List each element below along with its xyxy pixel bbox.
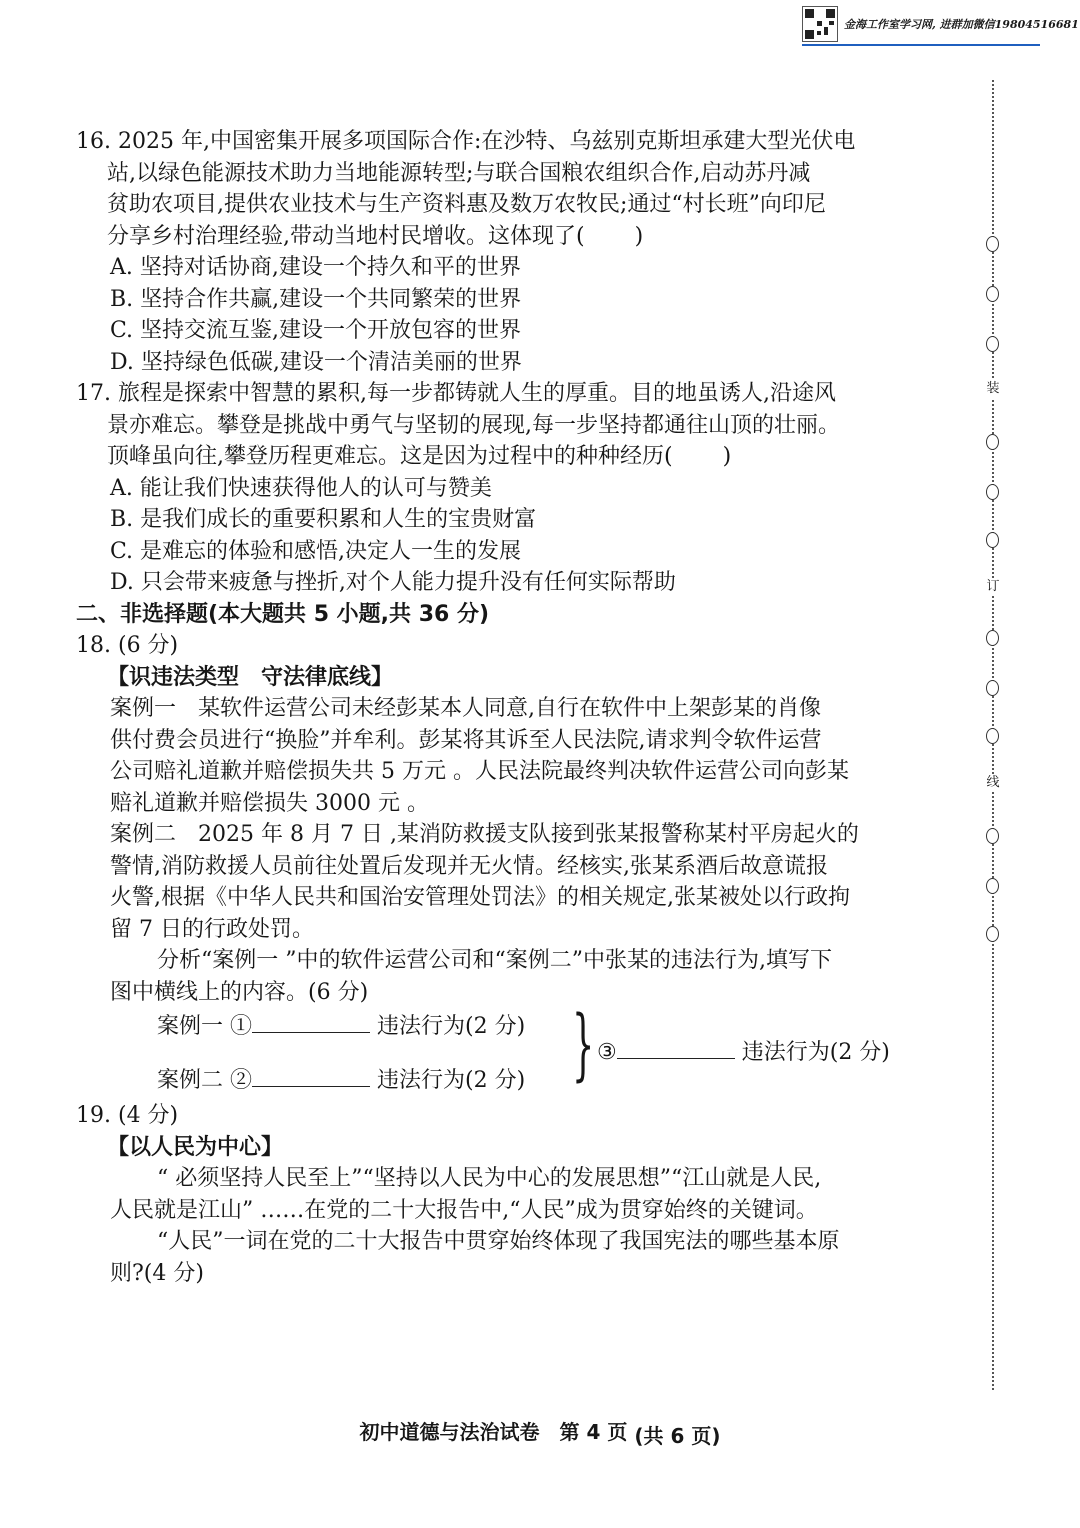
option-d: D. 坚持绿色低碳,建设一个清洁美丽的世界 [110, 349, 522, 375]
question-18 [76, 630, 924, 1100]
option-a: A. 坚持对话协商,建设一个持久和平的世界 [110, 255, 521, 280]
blank-1[interactable] [252, 1010, 370, 1033]
question-16-line: 贫助农项目,提供农业技术与生产资料惠及数万农牧民;通过“村长班”向印尼 [107, 192, 826, 217]
section-heading: 二、非选择题(本大题共 5 小题,共 36 分) [76, 601, 490, 627]
diagram-row-case-2 [157, 1064, 525, 1097]
option-c: C. 是难忘的体验和感悟,决定人一生的发展 [110, 538, 522, 564]
binding-circle [986, 532, 999, 548]
close-paren: ) [634, 223, 644, 249]
binding-circle [986, 236, 999, 252]
case-1-line: 案例一 某软件运营公司未经彭某本人同意,自行在软件中上架彭某的肖像 [110, 696, 821, 721]
binding-circle [986, 828, 999, 844]
case-1-line: 公司赔礼道歉并赔偿损失共 5 万元 。人民法院最终判决软件运营公司向彭某 [110, 759, 849, 784]
diagram-result-num: ③ [597, 1040, 617, 1065]
footer-cut-text: (共 6 页) [634, 1424, 721, 1448]
question-19 [76, 1100, 924, 1289]
binding-circle [986, 926, 999, 942]
option-c: C. 坚持交流互鉴,建设一个开放包容的世界 [110, 318, 522, 343]
question-19-number: 19. (4 分) [76, 1103, 179, 1128]
option-a: A. 能让我们快速获得他人的认可与赞美 [110, 475, 492, 501]
task-line: 分析“案例一 ”中的软件运营公司和“案例二”中张某的违法行为,填写下 [157, 948, 832, 973]
binding-circle [986, 286, 999, 302]
binding-label-ding: 订 [984, 578, 1002, 596]
binding-label-zhuang: 装 [984, 380, 1002, 398]
binding-circle [986, 630, 999, 646]
binding-circle [986, 336, 999, 352]
question-18-number: 18. (6 分) [76, 633, 179, 658]
question-16-line: 站,以绿色能源技术助力当地能源转型;与联合国粮农组织合作,启动苏丹减 [107, 160, 811, 186]
right-brace: } [572, 1000, 595, 1090]
question-19-line: “人民”一词在党的二十大报告中贯穿始终体现了我国宪法的哪些基本原 [157, 1229, 840, 1254]
blank-3[interactable] [617, 1036, 735, 1059]
case-2-line: 留 7 日的行政处罚。 [110, 916, 314, 942]
question-16-last-line [76, 221, 924, 253]
diagram-case-1-label: 案例一 [157, 1014, 224, 1039]
question-17-line: 顶峰虽向往,攀登历程更难忘。这是因为过程中的种种经历( [107, 444, 673, 469]
case-2-line: 警情,消防救援人员前往处置后发现并无火情。经核实,张某系酒后故意谎报 [110, 853, 828, 879]
question-16 [76, 126, 924, 378]
diagram-case-1-suffix: 违法行为(2 分) [377, 1014, 526, 1039]
footer-text: 初中道德与法治试卷 第 4 页 [359, 1420, 628, 1444]
case-2-line: 案例二 2025 年 8 月 7 日 ,某消防救援支队接到张某报警称某村平房起火的 [110, 822, 859, 847]
case-2-line: 火警,根据《中华人民共和国治安管理处罚法》的相关规定,张某被处以行政拘 [110, 885, 850, 910]
header-banner-text: 金海工作室学习网, 进群加微信19804516681 [844, 18, 1079, 31]
header-rule [802, 44, 1040, 46]
diagram-row-case-1 [157, 1010, 525, 1043]
diagram-case-1-num: ① [230, 1014, 253, 1039]
question-17-line: 景亦难忘。攀登是挑战中勇气与坚韧的展现,每一步坚持都通往山顶的壮丽。 [107, 412, 840, 438]
question-18-title: 【识违法类型 守法律底线】 [107, 664, 394, 690]
diagram-result-suffix: 违法行为(2 分) [741, 1040, 890, 1065]
diagram-row-result [597, 1036, 890, 1069]
fill-in-diagram [76, 1000, 924, 1100]
question-19-line: 则?(4 分) [110, 1260, 204, 1286]
question-17-last-line [76, 441, 924, 473]
diagram-case-2-num: ② [230, 1068, 253, 1093]
binding-circle [986, 680, 999, 696]
binding-label-xian: 线 [984, 774, 1002, 792]
binding-circle [986, 434, 999, 450]
diagram-case-2-label: 案例二 [157, 1068, 224, 1093]
binding-circle [986, 484, 999, 500]
option-d: D. 只会带来疲惫与挫折,对个人能力提升没有任何实际帮助 [110, 570, 676, 595]
option-b: B. 坚持合作共赢,建设一个共同繁荣的世界 [110, 286, 522, 312]
question-19-title: 【以人民为中心】 [107, 1134, 284, 1160]
page-footer [0, 1416, 1080, 1448]
binding-circle [986, 728, 999, 744]
question-16-line: 分享乡村治理经验,带动当地村民增收。这体现了( [107, 223, 585, 249]
task-line: 图中横线上的内容。(6 分) [110, 979, 369, 1005]
question-19-line: 人民就是江山” ……在党的二十大报告中,“人民”成为贯穿始终的关键词。 [110, 1197, 818, 1223]
close-paren: ) [722, 444, 732, 469]
binding-circle [986, 878, 999, 894]
blank-2[interactable] [252, 1064, 370, 1087]
header-banner [802, 4, 1079, 44]
binding-margin [972, 80, 1032, 1390]
diagram-case-2-suffix: 违法行为(2 分) [377, 1068, 526, 1093]
case-1-line: 供付费会员进行“换脸”并牟利。彭某将其诉至人民法院,请求判令软件运营 [110, 727, 822, 753]
question-19-line: “ 必须坚持人民至上”“坚持以人民为中心的发展思想”“江山就是人民, [157, 1166, 822, 1191]
option-b: B. 是我们成长的重要积累和人生的宝贵财富 [110, 507, 537, 532]
question-16-line: 16. 2025 年,中国密集开展多项国际合作:在沙特、乌兹别克斯坦承建大型光伏电 [76, 129, 856, 154]
question-17-line: 17. 旅程是探索中智慧的累积,每一步都铸就人生的厚重。目的地虽诱人,沿途风 [76, 381, 836, 406]
qr-code-icon [802, 6, 838, 42]
case-1-line: 赔礼道歉并赔偿损失 3000 元 。 [110, 790, 429, 816]
exam-content [76, 126, 924, 1289]
question-17 [76, 378, 924, 599]
